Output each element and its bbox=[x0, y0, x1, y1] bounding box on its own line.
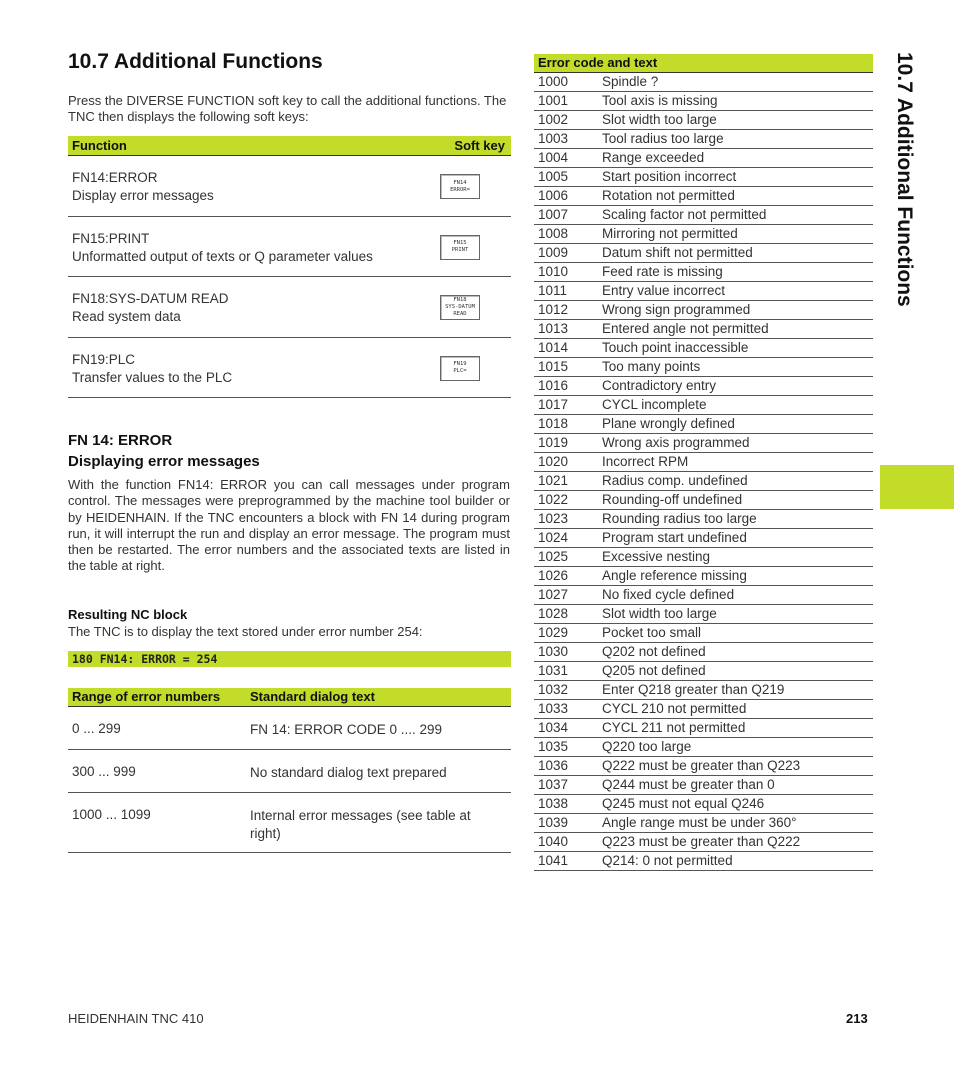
table-row bbox=[534, 643, 873, 662]
softkey-label: SYS-DATUM bbox=[445, 304, 475, 310]
table-row bbox=[534, 624, 873, 643]
error-code-cell: 1032 bbox=[538, 682, 569, 697]
error-text-cell: Incorrect RPM bbox=[602, 454, 689, 469]
function-description: Display error messages bbox=[72, 188, 214, 203]
function-name: FN18:SYS-DATUM READ bbox=[72, 291, 229, 306]
error-text-cell: Q214: 0 not permitted bbox=[602, 853, 733, 868]
error-text-cell: Slot width too large bbox=[602, 606, 717, 621]
error-code-cell: 1027 bbox=[538, 587, 569, 602]
table-row bbox=[68, 338, 511, 399]
range-table-header bbox=[68, 688, 511, 707]
error-code-cell: 1037 bbox=[538, 777, 569, 792]
table-row bbox=[534, 795, 873, 814]
error-text-cell: Scaling factor not permitted bbox=[602, 207, 767, 222]
table-row bbox=[534, 415, 873, 434]
table-row bbox=[534, 776, 873, 795]
table-row bbox=[534, 149, 873, 168]
softkey-fn15-print[interactable] bbox=[440, 235, 480, 260]
error-code-cell: 1005 bbox=[538, 169, 569, 184]
error-text-cell: Rotation not permitted bbox=[602, 188, 735, 203]
softkey-label: FN19 bbox=[453, 361, 467, 367]
error-text-cell: Contradictory entry bbox=[602, 378, 717, 393]
table-row bbox=[534, 168, 873, 187]
table-row bbox=[534, 586, 873, 605]
table-row bbox=[534, 814, 873, 833]
error-code-cell: 1013 bbox=[538, 321, 569, 336]
error-code-cell: 1018 bbox=[538, 416, 569, 431]
error-code-cell: 1026 bbox=[538, 568, 569, 583]
range-column-header: Range of error numbers bbox=[72, 689, 221, 704]
error-code-cell: 1029 bbox=[538, 625, 569, 640]
table-row bbox=[534, 757, 873, 776]
error-text-cell: Wrong axis programmed bbox=[602, 435, 750, 450]
error-text-cell: Spindle ? bbox=[602, 74, 659, 89]
table-row bbox=[534, 605, 873, 624]
error-text-cell: Start position incorrect bbox=[602, 169, 737, 184]
error-code-cell: 1000 bbox=[538, 74, 569, 89]
table-row bbox=[534, 738, 873, 757]
error-code-cell: 1009 bbox=[538, 245, 569, 260]
softkey-fn19-plc[interactable] bbox=[440, 356, 480, 381]
table-row bbox=[534, 453, 873, 472]
error-table-body bbox=[534, 73, 873, 871]
intro-text: Press the DIVERSE FUNCTION soft key to call the additional functions. The TNC then displays the following soft keys: bbox=[68, 93, 507, 124]
error-code-cell: 1020 bbox=[538, 454, 569, 469]
error-code-cell: 1004 bbox=[538, 150, 569, 165]
error-text-cell: Slot width too large bbox=[602, 112, 717, 127]
table-row bbox=[534, 73, 873, 92]
error-code-cell: 1010 bbox=[538, 264, 569, 279]
table-row bbox=[534, 833, 873, 852]
table-row bbox=[534, 263, 873, 282]
error-code-cell: 1008 bbox=[538, 226, 569, 241]
function-name: FN15:PRINT bbox=[72, 230, 150, 246]
error-table-header: Error code and text bbox=[534, 54, 873, 73]
error-code-cell: 1017 bbox=[538, 397, 569, 412]
error-code-cell: 1024 bbox=[538, 530, 569, 545]
error-text-cell: Plane wrongly defined bbox=[602, 416, 735, 431]
nc-block-label: Resulting NC block bbox=[68, 607, 188, 622]
error-text-cell: Too many points bbox=[602, 359, 701, 374]
function-description: Transfer values to the PLC bbox=[72, 369, 233, 385]
error-text-cell: CYCL 211 not permitted bbox=[602, 720, 746, 735]
section-subheading: Displaying error messages bbox=[68, 453, 260, 470]
error-text-cell: Program start undefined bbox=[602, 530, 747, 545]
table-row bbox=[534, 111, 873, 130]
table-row bbox=[534, 358, 873, 377]
error-text-cell: Datum shift not permitted bbox=[602, 245, 753, 260]
error-text-cell: Radius comp. undefined bbox=[602, 473, 748, 488]
footer-product: HEIDENHAIN TNC 410 bbox=[68, 1011, 204, 1026]
softkey-label: PRINT bbox=[451, 247, 469, 253]
softkey-label: FN18 bbox=[453, 297, 467, 303]
error-text-cell: CYCL 210 not permitted bbox=[602, 701, 747, 716]
error-text-cell: Rounding-off undefined bbox=[602, 492, 743, 507]
table-row bbox=[534, 567, 873, 586]
error-code-cell: 1023 bbox=[538, 511, 569, 526]
table-row bbox=[534, 244, 873, 263]
range-table bbox=[68, 688, 511, 853]
page-title: 10.7 Additional Functions bbox=[68, 50, 323, 73]
error-code-cell: 1034 bbox=[538, 720, 569, 735]
softkey-label: READ bbox=[453, 311, 467, 317]
table-row bbox=[68, 707, 511, 750]
table-row bbox=[534, 852, 873, 871]
softkey-fn18-sys-datum-read[interactable] bbox=[440, 295, 480, 320]
range-cell: 0 ... 299 bbox=[72, 721, 121, 736]
error-text-cell: Tool axis is missing bbox=[602, 93, 718, 108]
table-row bbox=[534, 529, 873, 548]
table-row bbox=[534, 491, 873, 510]
table-row bbox=[534, 700, 873, 719]
table-row bbox=[534, 377, 873, 396]
table-row bbox=[534, 719, 873, 738]
table-row bbox=[68, 277, 511, 338]
error-code-cell: 1035 bbox=[538, 739, 569, 754]
error-code-cell: 1007 bbox=[538, 207, 569, 222]
error-code-cell: 1030 bbox=[538, 644, 569, 659]
page-number: 213 bbox=[846, 1011, 868, 1026]
error-code-table bbox=[534, 54, 873, 871]
error-code-cell: 1012 bbox=[538, 302, 569, 317]
table-row bbox=[534, 282, 873, 301]
error-text-cell: Mirroring not permitted bbox=[602, 226, 738, 241]
function-name: FN14:ERROR bbox=[72, 170, 158, 185]
table-row bbox=[534, 339, 873, 358]
softkey-fn14-error[interactable] bbox=[440, 174, 480, 199]
error-code-cell: 1025 bbox=[538, 549, 569, 564]
error-code-cell: 1016 bbox=[538, 378, 569, 393]
side-title-text: 10.7 Additional Functions bbox=[893, 52, 916, 307]
error-text-cell: Angle reference missing bbox=[602, 568, 747, 583]
error-text-cell: Q245 must not equal Q246 bbox=[602, 796, 765, 811]
function-column-header: Function bbox=[72, 138, 127, 153]
error-text-cell: Q223 must be greater than Q222 bbox=[602, 834, 801, 849]
error-text-cell: Q244 must be greater than 0 bbox=[602, 777, 775, 792]
softkey-label: FN14 bbox=[453, 179, 467, 186]
softkey-label: ERROR= bbox=[450, 186, 470, 193]
table-row bbox=[534, 681, 873, 700]
error-code-cell: 1014 bbox=[538, 340, 569, 355]
section-heading-fn14: FN 14: ERROR bbox=[68, 432, 173, 449]
dialog-text-cell: No standard dialog text prepared bbox=[250, 765, 447, 780]
error-code-cell: 1015 bbox=[538, 359, 569, 374]
table-row bbox=[534, 206, 873, 225]
table-row bbox=[534, 225, 873, 244]
nc-block-description: The TNC is to display the text stored under error number 254: bbox=[68, 624, 423, 639]
softkey-label: PLC= bbox=[453, 368, 467, 374]
error-text-cell: Range exceeded bbox=[602, 150, 705, 165]
table-row bbox=[534, 396, 873, 415]
function-table bbox=[68, 136, 511, 398]
error-code-cell: 1028 bbox=[538, 606, 569, 621]
table-row bbox=[534, 92, 873, 111]
function-description: Read system data bbox=[72, 309, 181, 324]
error-text-cell: Rounding radius too large bbox=[602, 511, 757, 526]
error-text-cell: Excessive nesting bbox=[602, 549, 711, 564]
error-code-cell: 1011 bbox=[538, 283, 568, 298]
error-code-cell: 1031 bbox=[538, 663, 569, 678]
table-row bbox=[68, 217, 511, 278]
error-text-cell: Wrong sign programmed bbox=[602, 302, 751, 317]
error-text-cell: Touch point inaccessible bbox=[602, 340, 749, 355]
function-name: FN19:PLC bbox=[72, 351, 136, 367]
error-code-cell: 1038 bbox=[538, 796, 569, 811]
section-heading bbox=[68, 430, 260, 472]
table-row bbox=[534, 472, 873, 491]
table-row bbox=[534, 187, 873, 206]
softkey-label: FN15 bbox=[453, 240, 467, 246]
table-row bbox=[534, 662, 873, 681]
error-text-cell: Entered angle not permitted bbox=[602, 321, 769, 336]
error-code-cell: 1001 bbox=[538, 93, 569, 108]
error-text-cell: Angle range must be under 360° bbox=[602, 815, 797, 830]
dialog-text-cell: Internal error messages (see table at right) bbox=[250, 808, 471, 841]
range-cell: 300 ... 999 bbox=[72, 764, 136, 779]
error-code-cell: 1021 bbox=[538, 473, 569, 488]
error-text-cell: No fixed cycle defined bbox=[602, 587, 735, 602]
error-text-cell: CYCL incomplete bbox=[602, 397, 707, 412]
error-text-cell: Q220 too large bbox=[602, 739, 692, 754]
error-code-cell: 1022 bbox=[538, 492, 569, 507]
dialog-text-cell: FN 14: ERROR CODE 0 .... 299 bbox=[250, 722, 443, 737]
error-code-cell: 1002 bbox=[538, 112, 569, 127]
dialog-text-column-header: Standard dialog text bbox=[250, 689, 375, 704]
error-code-cell: 1039 bbox=[538, 815, 569, 830]
table-row bbox=[534, 130, 873, 149]
error-code-cell: 1006 bbox=[538, 188, 569, 203]
nc-code-line: 180 FN14: ERROR = 254 bbox=[68, 651, 511, 667]
error-code-cell: 1033 bbox=[538, 701, 569, 716]
error-text-cell: Tool radius too large bbox=[602, 131, 724, 146]
table-row bbox=[534, 301, 873, 320]
softkey-column-header: Soft key bbox=[454, 138, 505, 153]
error-code-cell: 1036 bbox=[538, 758, 569, 773]
error-text-cell: Pocket too small bbox=[602, 625, 702, 640]
error-text-cell: Q202 not defined bbox=[602, 644, 706, 659]
error-text-cell: Q222 must be greater than Q223 bbox=[602, 758, 801, 773]
error-code-cell: 1040 bbox=[538, 834, 569, 849]
error-code-cell: 1019 bbox=[538, 435, 569, 450]
function-table-header bbox=[68, 136, 511, 156]
fn14-body-text: With the function FN14: ERROR you can call messages under program control. The messages were preprogrammed by the machine tool builder or by HEIDENHAIN. If the TNC encounters a block with FN 14 during program run, it will interrupt the run and display an error message. The program must then be restarted. The error numbers and the associated texts are listed in the table at right. bbox=[68, 477, 510, 574]
table-row bbox=[68, 793, 511, 853]
error-code-cell: 1041 bbox=[538, 853, 569, 868]
table-row bbox=[534, 548, 873, 567]
table-row bbox=[68, 750, 511, 793]
error-text-cell: Entry value incorrect bbox=[602, 283, 726, 298]
chapter-tab-marker bbox=[880, 465, 954, 509]
table-row bbox=[534, 510, 873, 529]
side-title bbox=[893, 52, 936, 392]
error-code-cell: 1003 bbox=[538, 131, 569, 146]
table-row bbox=[534, 320, 873, 339]
error-text-cell: Enter Q218 greater than Q219 bbox=[602, 682, 785, 697]
table-row bbox=[534, 434, 873, 453]
range-cell: 1000 ... 1099 bbox=[72, 807, 151, 822]
table-row bbox=[68, 156, 511, 217]
error-text-cell: Q205 not defined bbox=[602, 663, 706, 678]
function-description: Unformatted output of texts or Q parameter values bbox=[72, 248, 373, 264]
error-text-cell: Feed rate is missing bbox=[602, 264, 723, 279]
